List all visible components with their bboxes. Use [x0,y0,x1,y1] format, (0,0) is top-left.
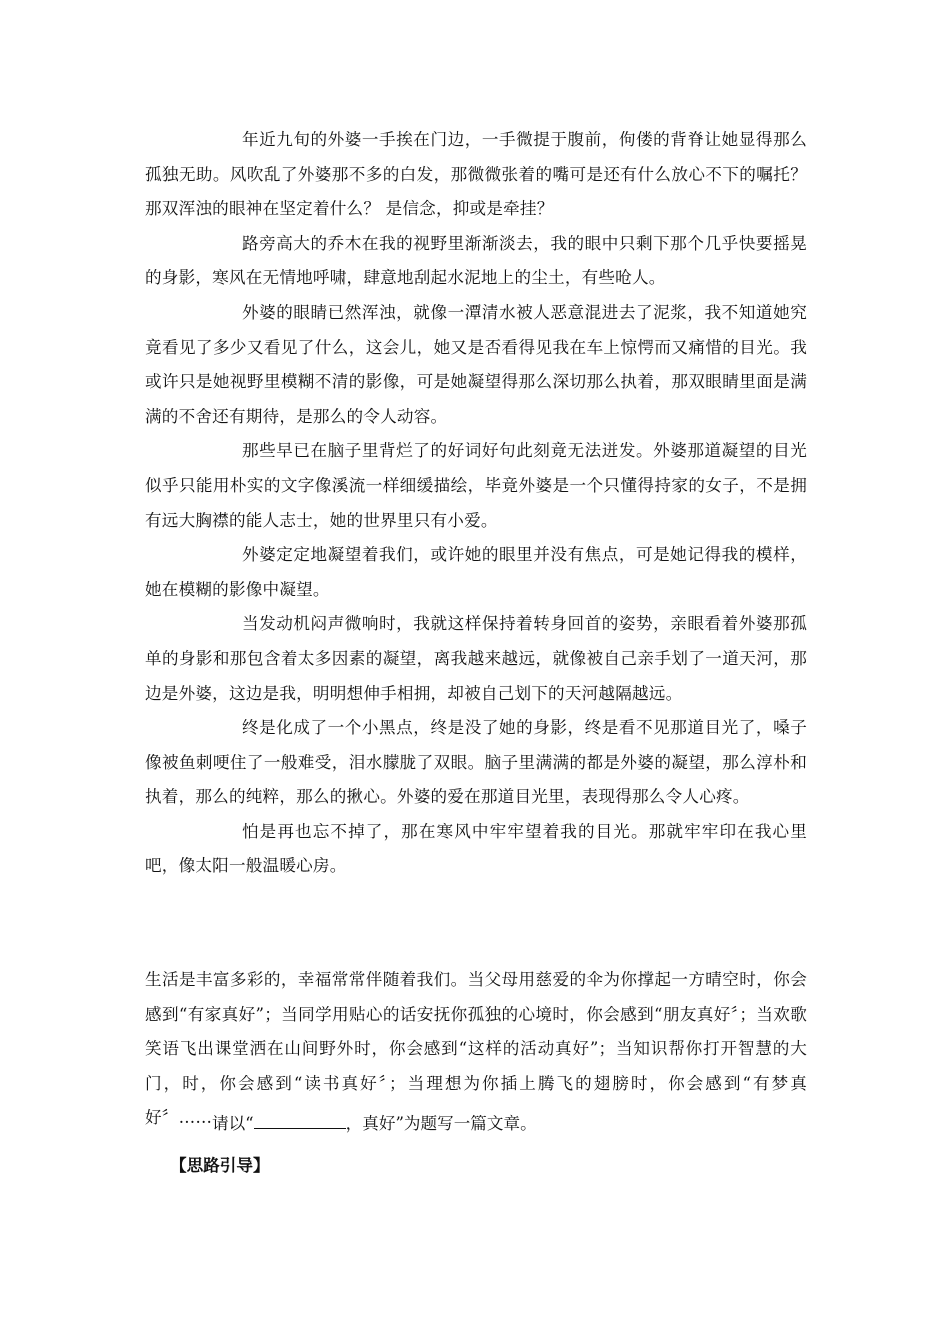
prompt-intro: 生活是丰富多彩的，幸福常常伴随着我们。当父母用慈爱的伞为你撑起一方晴空时，你会感到“有家真好”；当同学用贴心的话安抚你孤独的心境时，你会感到“朋友真好〞；当欢歌笑语飞出课堂洒在山间野外时，你会感到“这样的活动真好”；当知识帮你打开智慧的大门，时，你会感到“读书真好〞；当理想为你插上腾飞的翅膀时，你会感到“有梦真好〞…… [145,970,807,1128]
essay-paragraph: 外婆定定地凝望着我们，或许她的眼里并没有焦点，可是她记得我的模样，她在模糊的影像中凝望。 [145,545,807,599]
essay-paragraph: 当发动机闷声微响时，我就这样保持着转身回首的姿势，亲眼看着外婆那孤单的身影和那包含着太多因素的凝望，离我越来越远，就像被自己亲手划了一道天河，那边是外婆，这边是我，明明想伸手相拥，却被自己划下的天河越隔越远。 [145,614,807,703]
essay-paragraph: 外婆的眼睛已然浑浊，就像一潭清水被人恶意混进去了泥浆，我不知道她究竟看见了多少又看见了什么，这会儿，她又是否看得见我在车上惊愕而又痛惜的目光。我或许只是她视野里模糊不清的影像，可是她凝望得那么深切那么执着，那双眼睛里面是满满的不舍还有期待，是那么的令人动容。 [145,302,807,426]
task-text-after: ，真好”为题写一篇文章。 [345,1114,537,1133]
title-blank [254,1114,346,1129]
essay-paragraph: 年近九旬的外婆一手挨在门边，一手微提于腹前，佝偻的背脊让她显得那么孤独无助。风吹乱了外婆那不多的白发，那微微张着的嘴可是还有什么放心不下的嘱托？ 那双浑浊的眼神在坚定着什么？ 是信念，抑或是牵挂？ [145,130,807,219]
essay-paragraph: 路旁高大的乔木在我的视野里渐渐淡去，我的眼中只剩下那个几乎快要摇晃的身影，寒风在无情地呼啸，肆意地刮起水泥地上的尘土，有些呛人。 [145,233,807,288]
writing-task [212,1110,537,1138]
essay-body [145,123,807,884]
guide-heading: 【思路引导】 [170,1155,270,1175]
essay-paragraph: 那些早已在脑子里背烂了的好词好句此刻竟无法迸发。外婆那道凝望的目光似乎只能用朴实的文字像溪流一样细缓描绘，毕竟外婆是一个只懂得持家的女子，不是拥有远大胸襟的能人志士，她的世界里只有小爱。 [145,441,807,530]
task-text-before: 请以“ [212,1114,254,1133]
essay-paragraph: 终是化成了一个小黑点，终是没了她的身影，终是看不见那道目光了，嗓子像被鱼刺哽住了一般难受，泪水朦胧了双眼。脑子里满满的都是外婆的凝望，那么淳朴和执着，那么的纯粹，那么的揪心。外婆的爱在那道目光里，表现得那么令人心疼。 [145,718,807,807]
essay-paragraph: 怕是再也忘不掉了，那在寒风中牢牢望着我的目光。那就牢牢印在我心里吧，像太阳一般温暖心房。 [145,821,807,876]
